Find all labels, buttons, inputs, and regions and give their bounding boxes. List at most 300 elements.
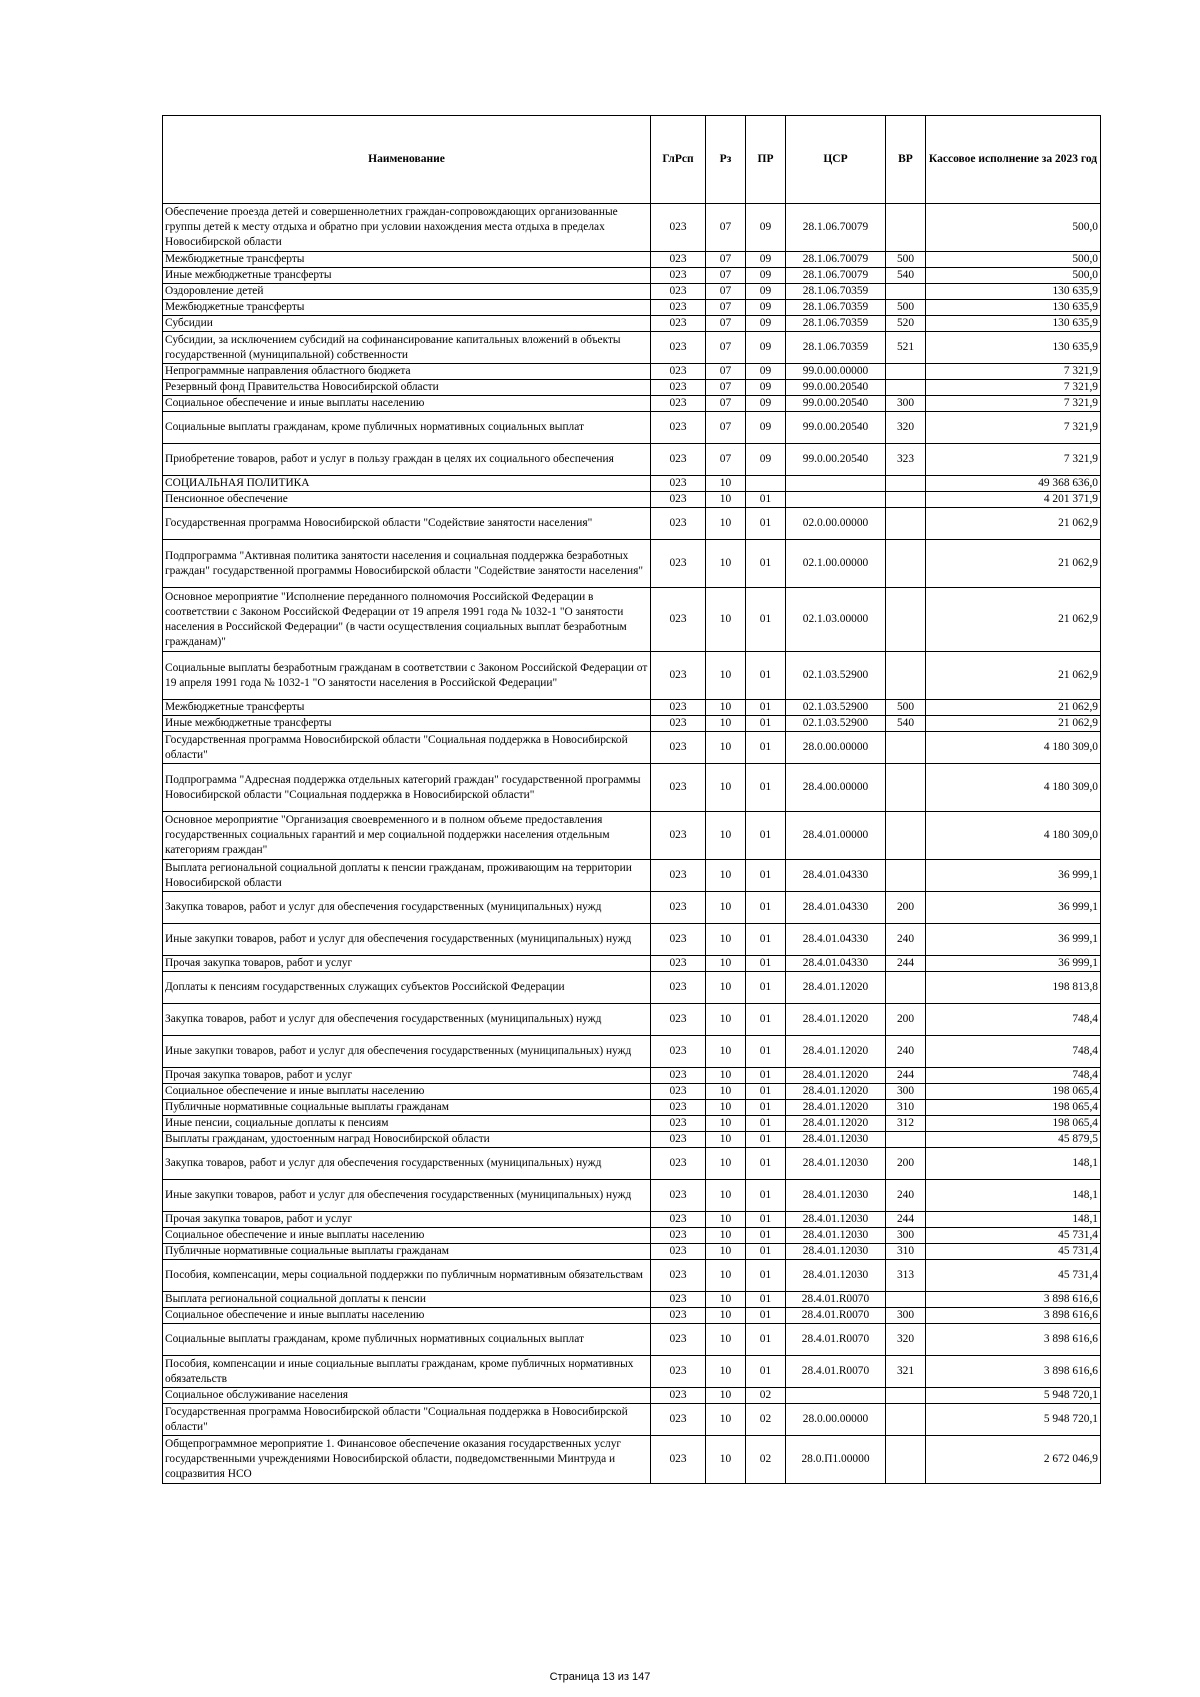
- row-csr: 28.4.01.04330: [786, 892, 886, 924]
- row-vr: 300: [886, 1228, 926, 1244]
- row-csr: 28.4.01.12030: [786, 1260, 886, 1292]
- row-vr: 500: [886, 300, 926, 316]
- row-amount: 21 062,9: [926, 508, 1101, 540]
- row-amount: 4 180 309,0: [926, 812, 1101, 860]
- row-name: Иные пенсии, социальные доплаты к пенсиям: [163, 1116, 651, 1132]
- row-csr: 28.4.01.12020: [786, 1004, 886, 1036]
- row-name: Иные закупки товаров, работ и услуг для обеспечения государственных (муниципальных) нужд: [163, 1036, 651, 1068]
- row-amount: 36 999,1: [926, 892, 1101, 924]
- row-amount: 3 898 616,6: [926, 1356, 1101, 1388]
- row-name: Субсидии, за исключением субсидий на софинансирование капитальных вложений в объекты государственной (муниципальной) собственности: [163, 332, 651, 364]
- table-row: [163, 972, 1101, 1004]
- row-amount: 21 062,9: [926, 540, 1101, 588]
- row-pr: 09: [746, 364, 786, 380]
- row-amount: 130 635,9: [926, 284, 1101, 300]
- table-row: [163, 1132, 1101, 1148]
- row-vr: [886, 1404, 926, 1436]
- row-pr: 02: [746, 1436, 786, 1484]
- table-row: [163, 1324, 1101, 1356]
- row-vr: [886, 1292, 926, 1308]
- row-vr: 312: [886, 1116, 926, 1132]
- row-amount: 21 062,9: [926, 652, 1101, 700]
- row-glrsp: 023: [651, 652, 706, 700]
- row-pr: 01: [746, 652, 786, 700]
- row-glrsp: 023: [651, 284, 706, 300]
- row-rz: 10: [706, 1404, 746, 1436]
- row-vr: 244: [886, 1068, 926, 1084]
- row-name: Государственная программа Новосибирской области "Содействие занятости населения": [163, 508, 651, 540]
- row-pr: 01: [746, 924, 786, 956]
- row-pr: 09: [746, 332, 786, 364]
- row-rz: 10: [706, 764, 746, 812]
- row-csr: 28.1.06.70079: [786, 268, 886, 284]
- row-amount: 148,1: [926, 1148, 1101, 1180]
- row-csr: 28.4.01.12020: [786, 1116, 886, 1132]
- row-amount: 7 321,9: [926, 412, 1101, 444]
- row-amount: 4 201 371,9: [926, 492, 1101, 508]
- row-name: Приобретение товаров, работ и услуг в пользу граждан в целях их социального обеспечения: [163, 444, 651, 476]
- row-pr: 09: [746, 300, 786, 316]
- row-pr: 01: [746, 716, 786, 732]
- row-rz: 10: [706, 1148, 746, 1180]
- row-vr: 200: [886, 892, 926, 924]
- row-rz: 10: [706, 716, 746, 732]
- row-csr: 28.1.06.70359: [786, 300, 886, 316]
- row-vr: 540: [886, 268, 926, 284]
- row-glrsp: 023: [651, 1148, 706, 1180]
- row-pr: 01: [746, 1036, 786, 1068]
- row-rz: 10: [706, 1436, 746, 1484]
- row-glrsp: 023: [651, 300, 706, 316]
- row-csr: 28.4.01.12020: [786, 1084, 886, 1100]
- table-row: [163, 588, 1101, 652]
- table-row: [163, 1212, 1101, 1228]
- header-pr: ПР: [746, 116, 786, 204]
- row-vr: 323: [886, 444, 926, 476]
- table-row: [163, 860, 1101, 892]
- row-amount: 7 321,9: [926, 380, 1101, 396]
- row-rz: 07: [706, 316, 746, 332]
- table-row: [163, 268, 1101, 284]
- row-glrsp: 023: [651, 268, 706, 284]
- table-row: [163, 924, 1101, 956]
- row-amount: 148,1: [926, 1180, 1101, 1212]
- row-csr: 28.4.01.04330: [786, 860, 886, 892]
- table-row: [163, 396, 1101, 412]
- row-pr: 01: [746, 812, 786, 860]
- row-glrsp: 023: [651, 1404, 706, 1436]
- table-row: [163, 1004, 1101, 1036]
- row-rz: 10: [706, 812, 746, 860]
- row-vr: 521: [886, 332, 926, 364]
- table-row: [163, 652, 1101, 700]
- row-pr: 01: [746, 892, 786, 924]
- row-csr: 28.4.01.R0070: [786, 1356, 886, 1388]
- row-glrsp: 023: [651, 1292, 706, 1308]
- row-vr: [886, 1132, 926, 1148]
- row-pr: 09: [746, 412, 786, 444]
- row-glrsp: 023: [651, 860, 706, 892]
- row-csr: 28.4.01.04330: [786, 924, 886, 956]
- row-glrsp: 023: [651, 508, 706, 540]
- row-amount: 45 731,4: [926, 1244, 1101, 1260]
- row-glrsp: 023: [651, 1388, 706, 1404]
- row-pr: 09: [746, 284, 786, 300]
- row-rz: 10: [706, 1388, 746, 1404]
- row-csr: 28.4.01.R0070: [786, 1324, 886, 1356]
- row-rz: 10: [706, 892, 746, 924]
- row-glrsp: 023: [651, 1356, 706, 1388]
- row-name: Закупка товаров, работ и услуг для обеспечения государственных (муниципальных) нужд: [163, 1148, 651, 1180]
- row-csr: 28.1.06.70079: [786, 204, 886, 252]
- table-row: [163, 284, 1101, 300]
- row-glrsp: 023: [651, 316, 706, 332]
- table-row: [163, 956, 1101, 972]
- row-csr: 28.4.01.12020: [786, 1036, 886, 1068]
- row-name: Социальное обеспечение и иные выплаты населению: [163, 1228, 651, 1244]
- row-rz: 07: [706, 268, 746, 284]
- row-amount: 5 948 720,1: [926, 1404, 1101, 1436]
- row-pr: 01: [746, 1084, 786, 1100]
- row-rz: 10: [706, 924, 746, 956]
- row-glrsp: 023: [651, 1068, 706, 1084]
- row-name: Публичные нормативные социальные выплаты гражданам: [163, 1244, 651, 1260]
- row-csr: [786, 492, 886, 508]
- row-amount: 3 898 616,6: [926, 1292, 1101, 1308]
- row-name: Иные межбюджетные трансферты: [163, 716, 651, 732]
- row-glrsp: 023: [651, 588, 706, 652]
- table-row: [163, 204, 1101, 252]
- table-row: [163, 300, 1101, 316]
- table-row: [163, 316, 1101, 332]
- table-row: [163, 1036, 1101, 1068]
- header-amount: Кассовое исполнение за 2023 год: [926, 116, 1101, 204]
- row-glrsp: 023: [651, 716, 706, 732]
- row-vr: [886, 284, 926, 300]
- row-amount: 21 062,9: [926, 716, 1101, 732]
- row-vr: [886, 364, 926, 380]
- table-row: [163, 332, 1101, 364]
- row-name: Межбюджетные трансферты: [163, 700, 651, 716]
- row-csr: [786, 1388, 886, 1404]
- table-row: [163, 492, 1101, 508]
- row-rz: 10: [706, 588, 746, 652]
- table-row: [163, 1388, 1101, 1404]
- row-name: Выплаты гражданам, удостоенным наград Новосибирской области: [163, 1132, 651, 1148]
- row-pr: 09: [746, 204, 786, 252]
- row-rz: 10: [706, 956, 746, 972]
- row-csr: 28.1.06.70359: [786, 332, 886, 364]
- row-vr: 244: [886, 956, 926, 972]
- row-pr: 01: [746, 700, 786, 716]
- row-amount: 198 065,4: [926, 1084, 1101, 1100]
- row-amount: 36 999,1: [926, 860, 1101, 892]
- row-vr: [886, 732, 926, 764]
- row-rz: 10: [706, 1180, 746, 1212]
- row-amount: 45 879,5: [926, 1132, 1101, 1148]
- row-csr: 99.0.00.20540: [786, 444, 886, 476]
- row-csr: [786, 476, 886, 492]
- row-amount: 130 635,9: [926, 332, 1101, 364]
- table-row: [163, 1404, 1101, 1436]
- row-glrsp: 023: [651, 1228, 706, 1244]
- row-pr: 01: [746, 972, 786, 1004]
- row-rz: 10: [706, 476, 746, 492]
- table-row: [163, 1228, 1101, 1244]
- row-name: Пособия, компенсации и иные социальные выплаты гражданам, кроме публичных нормативных обязательств: [163, 1356, 651, 1388]
- row-name: Доплаты к пенсиям государственных служащих субъектов Российской Федерации: [163, 972, 651, 1004]
- table-row: [163, 1084, 1101, 1100]
- header-name: Наименование: [163, 116, 651, 204]
- row-vr: [886, 860, 926, 892]
- row-amount: 21 062,9: [926, 700, 1101, 716]
- row-vr: 240: [886, 1036, 926, 1068]
- row-amount: 2 672 046,9: [926, 1436, 1101, 1484]
- row-name: Выплата региональной социальной доплаты к пенсии: [163, 1292, 651, 1308]
- table-row: [163, 732, 1101, 764]
- row-csr: 02.1.03.52900: [786, 716, 886, 732]
- row-pr: 01: [746, 540, 786, 588]
- table-row: [163, 812, 1101, 860]
- row-glrsp: 023: [651, 444, 706, 476]
- row-csr: 28.4.01.12020: [786, 972, 886, 1004]
- row-rz: 10: [706, 732, 746, 764]
- row-csr: 02.1.03.00000: [786, 588, 886, 652]
- table-row: [163, 540, 1101, 588]
- row-glrsp: 023: [651, 1244, 706, 1260]
- row-glrsp: 023: [651, 492, 706, 508]
- row-rz: 10: [706, 1308, 746, 1324]
- row-amount: 198 813,8: [926, 972, 1101, 1004]
- row-pr: [746, 476, 786, 492]
- header-glrsp: ГлРсп: [651, 116, 706, 204]
- table-row: [163, 700, 1101, 716]
- table-row: [163, 1116, 1101, 1132]
- row-vr: 300: [886, 1308, 926, 1324]
- header-csr: ЦСР: [786, 116, 886, 204]
- row-glrsp: 023: [651, 1084, 706, 1100]
- row-csr: 02.1.03.52900: [786, 652, 886, 700]
- header-rz: Рз: [706, 116, 746, 204]
- table-row: [163, 364, 1101, 380]
- row-amount: 7 321,9: [926, 364, 1101, 380]
- row-amount: 130 635,9: [926, 300, 1101, 316]
- row-amount: 500,0: [926, 252, 1101, 268]
- row-pr: 09: [746, 268, 786, 284]
- row-csr: 99.0.00.00000: [786, 364, 886, 380]
- row-rz: 07: [706, 364, 746, 380]
- row-vr: 540: [886, 716, 926, 732]
- row-glrsp: 023: [651, 412, 706, 444]
- table-row: [163, 508, 1101, 540]
- row-pr: 01: [746, 732, 786, 764]
- row-pr: 09: [746, 252, 786, 268]
- row-glrsp: 023: [651, 540, 706, 588]
- row-csr: 28.4.01.12020: [786, 1068, 886, 1084]
- row-csr: 28.1.06.70079: [786, 252, 886, 268]
- row-glrsp: 023: [651, 1308, 706, 1324]
- row-amount: 3 898 616,6: [926, 1308, 1101, 1324]
- row-vr: [886, 492, 926, 508]
- row-vr: 310: [886, 1100, 926, 1116]
- row-pr: 01: [746, 1100, 786, 1116]
- row-amount: 198 065,4: [926, 1116, 1101, 1132]
- row-pr: 01: [746, 1180, 786, 1212]
- row-amount: 130 635,9: [926, 316, 1101, 332]
- row-csr: 28.0.00.00000: [786, 1404, 886, 1436]
- row-csr: 28.4.01.R0070: [786, 1308, 886, 1324]
- row-pr: 01: [746, 1132, 786, 1148]
- row-amount: 45 731,4: [926, 1228, 1101, 1244]
- row-name: Оздоровление детей: [163, 284, 651, 300]
- row-glrsp: 023: [651, 380, 706, 396]
- table-row: [163, 380, 1101, 396]
- row-name: Выплата региональной социальной доплаты к пенсии гражданам, проживающим на территории Новосибирской области: [163, 860, 651, 892]
- row-rz: 07: [706, 252, 746, 268]
- row-pr: 09: [746, 380, 786, 396]
- table-row: [163, 444, 1101, 476]
- row-rz: 10: [706, 540, 746, 588]
- row-rz: 10: [706, 1260, 746, 1292]
- table-row: [163, 1180, 1101, 1212]
- row-rz: 10: [706, 1084, 746, 1100]
- row-vr: [886, 812, 926, 860]
- row-csr: 28.1.06.70359: [786, 316, 886, 332]
- row-csr: 02.1.00.00000: [786, 540, 886, 588]
- row-vr: [886, 1436, 926, 1484]
- row-glrsp: 023: [651, 1260, 706, 1292]
- row-pr: 01: [746, 1260, 786, 1292]
- row-name: СОЦИАЛЬНАЯ ПОЛИТИКА: [163, 476, 651, 492]
- row-csr: 28.0.00.00000: [786, 732, 886, 764]
- row-rz: 07: [706, 332, 746, 364]
- row-csr: 28.4.01.12030: [786, 1228, 886, 1244]
- row-name: Основное мероприятие "Организация своевременного и в полном объеме предоставления государственных социальных гарантий и мер социальной поддержки населения отдельным категориям граждан": [163, 812, 651, 860]
- table-row: [163, 1260, 1101, 1292]
- row-name: Социальные выплаты гражданам, кроме публичных нормативных социальных выплат: [163, 412, 651, 444]
- row-name: Основное мероприятие "Исполнение переданного полномочия Российской Федерации в соответствии с Законом Российской Федерации от 19 апреля 1991 года № 1032-1 "О занятости населения в Российской Федерации" (в части осуществления социальных выплат безработным гражданам)": [163, 588, 651, 652]
- row-pr: 01: [746, 1068, 786, 1084]
- row-rz: 10: [706, 860, 746, 892]
- row-amount: 748,4: [926, 1068, 1101, 1084]
- row-name: Пособия, компенсации, меры социальной поддержки по публичным нормативным обязательствам: [163, 1260, 651, 1292]
- row-rz: 10: [706, 1292, 746, 1308]
- row-rz: 10: [706, 492, 746, 508]
- row-name: Непрограммные направления областного бюджета: [163, 364, 651, 380]
- row-vr: 240: [886, 924, 926, 956]
- row-amount: 500,0: [926, 204, 1101, 252]
- row-name: Государственная программа Новосибирской области "Социальная поддержка в Новосибирской области": [163, 1404, 651, 1436]
- row-vr: 300: [886, 1084, 926, 1100]
- row-name: Межбюджетные трансферты: [163, 252, 651, 268]
- row-pr: 01: [746, 1292, 786, 1308]
- row-vr: 321: [886, 1356, 926, 1388]
- row-amount: 500,0: [926, 268, 1101, 284]
- row-rz: 07: [706, 284, 746, 300]
- table-row: [163, 764, 1101, 812]
- row-name: Прочая закупка товаров, работ и услуг: [163, 1212, 651, 1228]
- row-amount: 198 065,4: [926, 1100, 1101, 1116]
- row-pr: 01: [746, 492, 786, 508]
- row-vr: [886, 764, 926, 812]
- row-rz: 10: [706, 1212, 746, 1228]
- table-row: [163, 252, 1101, 268]
- page-number: Страница 13 из 147: [549, 1671, 651, 1683]
- row-csr: 28.4.01.R0070: [786, 1292, 886, 1308]
- row-name: Иные закупки товаров, работ и услуг для обеспечения государственных (муниципальных) нужд: [163, 924, 651, 956]
- budget-table: [162, 115, 1101, 1484]
- row-pr: 01: [746, 764, 786, 812]
- table-row: [163, 892, 1101, 924]
- table-header-row: [163, 116, 1101, 204]
- row-glrsp: 023: [651, 1004, 706, 1036]
- row-rz: 10: [706, 652, 746, 700]
- row-pr: 01: [746, 588, 786, 652]
- row-rz: 10: [706, 700, 746, 716]
- row-glrsp: 023: [651, 252, 706, 268]
- table-row: [163, 1356, 1101, 1388]
- row-csr: 28.4.01.04330: [786, 956, 886, 972]
- row-glrsp: 023: [651, 1100, 706, 1116]
- row-glrsp: 023: [651, 364, 706, 380]
- row-rz: 10: [706, 1244, 746, 1260]
- row-pr: 01: [746, 1212, 786, 1228]
- row-vr: 520: [886, 316, 926, 332]
- row-name: Обеспечение проезда детей и совершеннолетних граждан-сопровождающих организованные группы детей к месту отдыха и обратно при условии нахождения места отдыха в пределах Новосибирской области: [163, 204, 651, 252]
- row-pr: 09: [746, 316, 786, 332]
- row-name: Иные межбюджетные трансферты: [163, 268, 651, 284]
- row-vr: 200: [886, 1148, 926, 1180]
- row-glrsp: 023: [651, 956, 706, 972]
- row-vr: 313: [886, 1260, 926, 1292]
- row-pr: 01: [746, 1004, 786, 1036]
- row-name: Социальное обеспечение и иные выплаты населению: [163, 1084, 651, 1100]
- row-name: Социальное обеспечение и иные выплаты населению: [163, 396, 651, 412]
- row-vr: 320: [886, 1324, 926, 1356]
- row-vr: [886, 652, 926, 700]
- row-rz: 10: [706, 1036, 746, 1068]
- row-glrsp: 023: [651, 1212, 706, 1228]
- row-name: Социальное обеспечение и иные выплаты населению: [163, 1308, 651, 1324]
- row-rz: 10: [706, 972, 746, 1004]
- row-name: Общепрограммное мероприятие 1. Финансовое обеспечение оказания государственных услуг государственными учреждениями Новосибирской области, подведомственными Минтруда и соцразвития НСО: [163, 1436, 651, 1484]
- row-glrsp: 023: [651, 700, 706, 716]
- table-row: [163, 1100, 1101, 1116]
- row-amount: 36 999,1: [926, 924, 1101, 956]
- row-pr: 01: [746, 1228, 786, 1244]
- row-rz: 07: [706, 204, 746, 252]
- table-row: [163, 1436, 1101, 1484]
- row-name: Резервный фонд Правительства Новосибирской области: [163, 380, 651, 396]
- table-row: [163, 1068, 1101, 1084]
- row-amount: 4 180 309,0: [926, 732, 1101, 764]
- row-name: Прочая закупка товаров, работ и услуг: [163, 956, 651, 972]
- row-rz: 10: [706, 508, 746, 540]
- row-vr: 500: [886, 252, 926, 268]
- row-glrsp: 023: [651, 1132, 706, 1148]
- row-rz: 10: [706, 1068, 746, 1084]
- row-vr: [886, 1388, 926, 1404]
- row-rz: 10: [706, 1228, 746, 1244]
- row-amount: 7 321,9: [926, 396, 1101, 412]
- row-rz: 10: [706, 1004, 746, 1036]
- row-rz: 10: [706, 1116, 746, 1132]
- row-pr: 01: [746, 1308, 786, 1324]
- row-amount: 148,1: [926, 1212, 1101, 1228]
- row-vr: [886, 508, 926, 540]
- table-row: [163, 1244, 1101, 1260]
- row-vr: 500: [886, 700, 926, 716]
